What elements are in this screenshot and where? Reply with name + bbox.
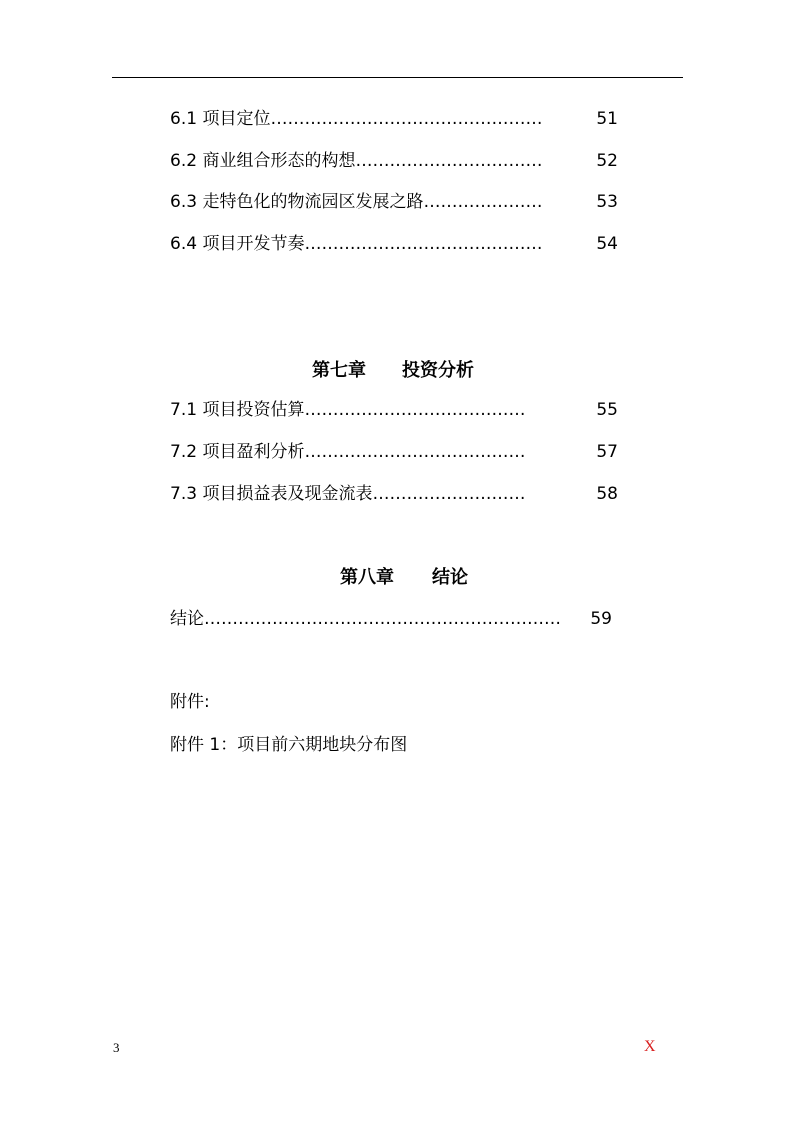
chapter-7-title: 投资分析: [402, 360, 474, 381]
page-number: 3: [113, 1040, 120, 1055]
toc-item-6-1[interactable]: [170, 106, 622, 132]
chapter-8-number: 第八章: [340, 567, 394, 588]
toc-item-7-2[interactable]: [170, 439, 622, 465]
toc-item-6-2[interactable]: [170, 148, 622, 174]
toc-item-label: 6.2 商业组合形态的构想……………………………: [170, 151, 543, 171]
toc-item-page: 55: [596, 400, 618, 420]
toc-item-label: 6.4 项目开发节奏……………………………………: [170, 234, 543, 254]
header-rule: [112, 77, 683, 78]
toc-item-conclusion[interactable]: [170, 606, 622, 632]
toc-item-page: 51: [596, 109, 618, 129]
toc-item-page: 54: [596, 234, 618, 254]
toc-item-7-1[interactable]: [170, 397, 622, 423]
chapter-7-number: 第七章: [312, 360, 366, 381]
toc-item-page: 52: [596, 151, 618, 171]
red-x-mark: X: [644, 1038, 656, 1055]
toc-item-label: 6.3 走特色化的物流园区发展之路…………………: [170, 192, 543, 212]
toc-item-6-3[interactable]: [170, 189, 622, 215]
toc-item-label: 7.2 项目盈利分析…………………………………: [170, 442, 526, 462]
appendix-heading: 附件:: [170, 692, 210, 712]
chapter-8-title: 结论: [432, 567, 468, 588]
toc-item-page: 59: [590, 609, 612, 629]
chapter-8-heading: [0, 564, 794, 592]
toc-item-label: 7.3 项目损益表及现金流表………………………: [170, 484, 526, 504]
appendix-item-1[interactable]: 附件 1：项目前六期地块分布图: [170, 735, 408, 755]
toc-item-7-3[interactable]: [170, 481, 622, 507]
chapter-7-heading: [0, 357, 794, 385]
toc-item-label: 结论………………………………………………………: [170, 609, 561, 629]
toc-item-page: 58: [596, 484, 618, 504]
toc-item-6-4[interactable]: [170, 231, 622, 257]
toc-item-page: 57: [596, 442, 618, 462]
toc-item-page: 53: [596, 192, 618, 212]
toc-item-label: 7.1 项目投资估算…………………………………: [170, 400, 526, 420]
toc-item-label: 6.1 项目定位…………………………………………: [170, 109, 543, 129]
